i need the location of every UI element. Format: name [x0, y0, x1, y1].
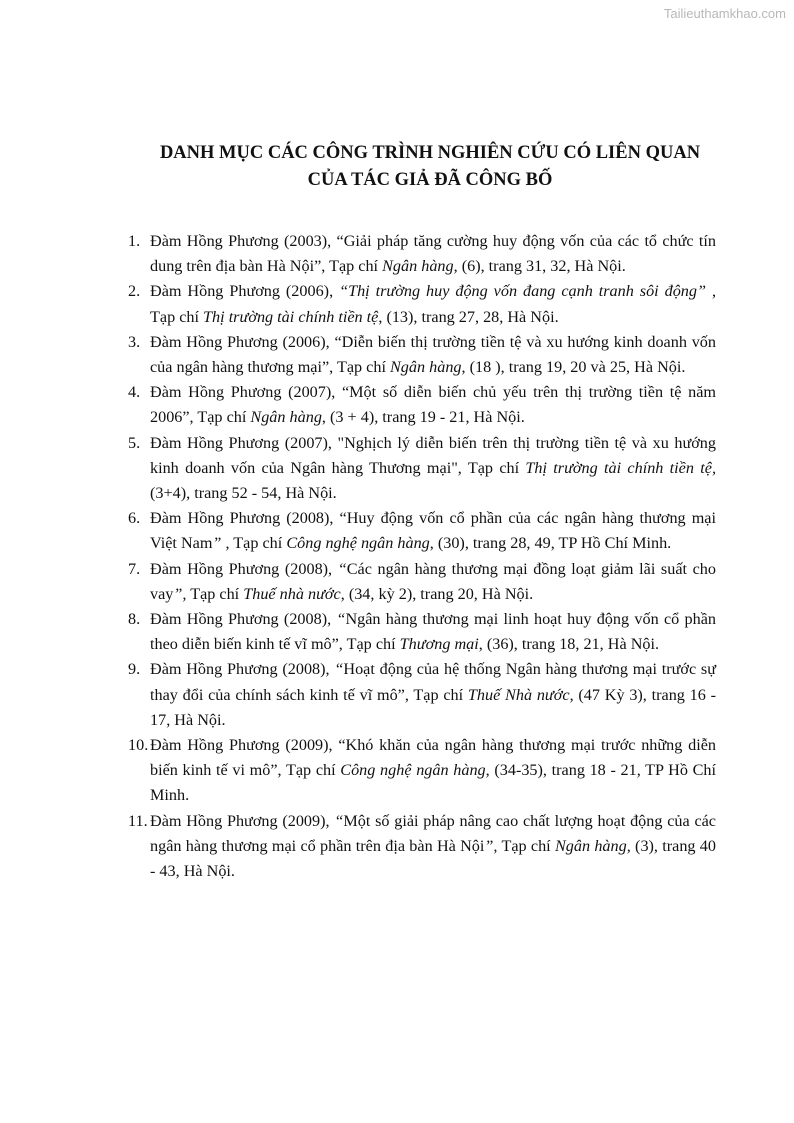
- page-title: [100, 140, 760, 194]
- reference-item: 7. Đàm Hồng Phương (2008), “Các ngân hàng thương mại đồng loạt giảm lãi suất cho vay”, Tạp chí Thuế nhà nước, (34, kỳ 2), trang 20, Hà Nội.: [128, 557, 716, 607]
- reference-item: 6. Đàm Hồng Phương (2008), “Huy động vốn cổ phần của các ngân hàng thương mại Việt Nam” , Tạp chí Công nghệ ngân hàng, (30), trang 28, 49, TP Hồ Chí Minh.: [128, 506, 716, 556]
- reference-item: 1. Đàm Hồng Phương (2003), “Giải pháp tăng cường huy động vốn của các tổ chức tín dung trên địa bàn Hà Nội”, Tạp chí Ngân hàng, (6), trang 31, 32, Hà Nội.: [128, 229, 716, 279]
- reference-number: 4.: [128, 383, 141, 402]
- title-line-2: CỦA TÁC GIẢ ĐÃ CÔNG BỐ: [307, 170, 553, 190]
- reference-number: 10.: [128, 736, 149, 755]
- reference-number: 2.: [128, 282, 141, 301]
- reference-number: 6.: [128, 509, 141, 528]
- reference-list: [128, 229, 716, 884]
- reference-number: 5.: [128, 433, 141, 452]
- reference-item: 3. Đàm Hồng Phương (2006), “Diễn biến thị trường tiền tệ và xu hướng kinh doanh vốn của ngân hàng thương mại”, Tạp chí Ngân hàng, (18 ), trang 19, 20 và 25, Hà Nội.: [128, 330, 716, 380]
- watermark: Tailieuthamkhao.com: [663, 6, 786, 21]
- reference-item: 9. Đàm Hồng Phương (2008), “Hoạt động của hệ thống Ngân hàng thương mại trước sự thay đổi của chính sách kinh tế vĩ mô”, Tạp chí Thuế Nhà nước, (47 Kỳ 3), trang 16 - 17, Hà Nội.: [128, 657, 716, 733]
- reference-item: 11. Đàm Hồng Phương (2009), “Một số giải pháp nâng cao chất lượng hoạt động của các ngân hàng thương mại cổ phần trên địa bàn Hà Nội”, Tạp chí Ngân hàng, (3), trang 40 - 43, Hà Nội.: [128, 809, 716, 885]
- reference-number: 11.: [128, 811, 148, 830]
- reference-item: 4. Đàm Hồng Phương (2007), “Một số diễn biến chủ yếu trên thị trường tiền tệ năm 2006”, Tạp chí Ngân hàng, (3 + 4), trang 19 - 21, Hà Nội.: [128, 380, 716, 430]
- title-line-1: DANH MỤC CÁC CÔNG TRÌNH NGHIÊN CỨU CÓ LIÊN QUAN: [159, 143, 701, 163]
- reference-item: 2. Đàm Hồng Phương (2006), “Thị trường huy động vốn đang cạnh tranh sôi động” , Tạp chí Thị trường tài chính tiền tệ, (13), trang 27, 28, Hà Nội.: [128, 279, 716, 329]
- reference-number: 3.: [128, 332, 141, 351]
- reference-number: 7.: [128, 559, 141, 578]
- reference-number: 1.: [128, 232, 141, 250]
- reference-item: 5. Đàm Hồng Phương (2007), "Nghịch lý diễn biến trên thị trường tiền tệ và xu hướng kinh doanh vốn của Ngân hàng Thương mại", Tạp chí Thị trường tài chính tiền tệ, (3+4), trang 52 - 54, Hà Nội.: [128, 431, 716, 507]
- reference-number: 9.: [128, 660, 141, 679]
- reference-number: 8.: [128, 610, 141, 629]
- reference-item: 10. Đàm Hồng Phương (2009), “Khó khăn của ngân hàng thương mại trước những diễn biến kinh tế vi mô”, Tạp chí Công nghệ ngân hàng, (34-35), trang 18 - 21, TP Hồ Chí Minh.: [128, 733, 716, 809]
- reference-item: 8. Đàm Hồng Phương (2008), “Ngân hàng thương mại linh hoạt huy động vốn cổ phần theo diễn biến kinh tế vĩ mô”, Tạp chí Thương mại, (36), trang 18, 21, Hà Nội.: [128, 607, 716, 657]
